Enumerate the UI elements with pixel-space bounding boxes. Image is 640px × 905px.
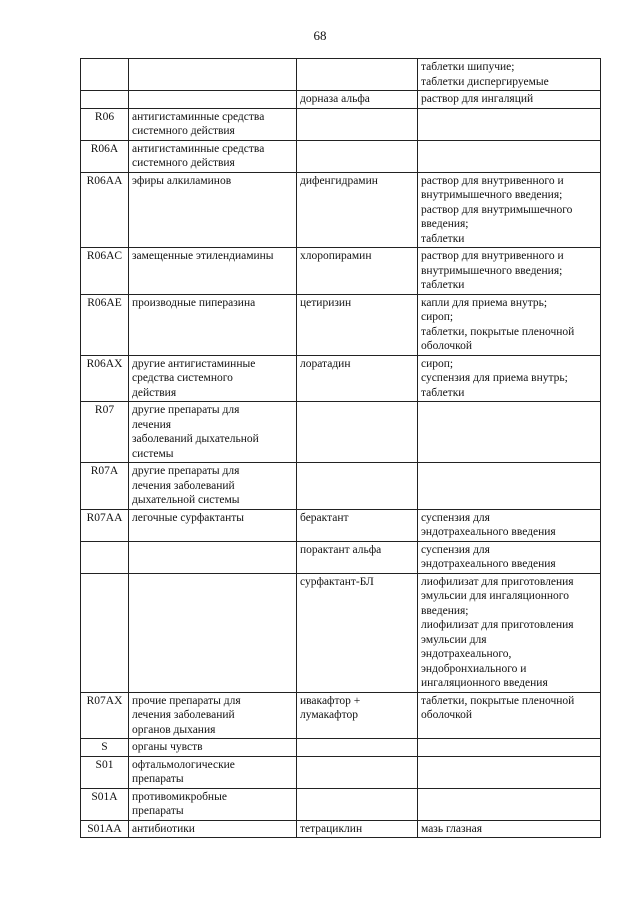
dosage-form-cell bbox=[418, 402, 601, 463]
drug-name-cell bbox=[297, 692, 418, 739]
drug-name-cell bbox=[297, 402, 418, 463]
dosage-form-cell bbox=[418, 788, 601, 820]
cell-text-line: системы bbox=[132, 447, 174, 460]
cell-text-line: эндотрахеального введения bbox=[421, 558, 556, 570]
dosage-form-cell bbox=[418, 294, 601, 355]
table-row bbox=[81, 140, 601, 172]
cell-text-line: средства системного bbox=[132, 372, 233, 384]
table-row bbox=[81, 739, 601, 757]
anatomical-group-cell bbox=[129, 140, 297, 172]
anatomical-group-cell bbox=[129, 509, 297, 541]
cell-text-line: другие препараты для bbox=[132, 465, 240, 477]
atc-code-cell bbox=[81, 541, 129, 573]
anatomical-group-cell bbox=[129, 463, 297, 510]
cell-text-line: антигистаминные средства bbox=[132, 110, 265, 123]
drug-name-cell bbox=[297, 108, 418, 140]
cell-text-line: таблетки bbox=[421, 386, 465, 399]
anatomical-group-cell bbox=[129, 820, 297, 838]
drug-name-cell bbox=[297, 541, 418, 573]
atc-code-cell: R06AE bbox=[81, 294, 129, 355]
atc-code-cell bbox=[81, 59, 129, 91]
dosage-form-cell bbox=[418, 91, 601, 109]
cell-text-line: внутримышечного введения; bbox=[421, 189, 563, 201]
atc-code-cell: R06AC bbox=[81, 248, 129, 295]
anatomical-group-cell bbox=[129, 541, 297, 573]
dosage-form-cell bbox=[418, 756, 601, 788]
dosage-form-cell bbox=[418, 509, 601, 541]
cell-text-line: таблетки bbox=[421, 232, 465, 245]
drug-name-cell bbox=[297, 820, 418, 838]
table-row bbox=[81, 573, 601, 692]
anatomical-group-cell bbox=[129, 355, 297, 402]
atc-code-cell: R06A bbox=[81, 140, 129, 172]
table-body bbox=[81, 59, 601, 838]
cell-text-line: эндотрахеального, bbox=[421, 648, 512, 660]
dosage-form-cell bbox=[418, 172, 601, 248]
cell-text-line: эмульсии для ингаляционного bbox=[421, 590, 569, 602]
cell-text-line: лиофилизат для приготовления bbox=[421, 619, 574, 631]
cell-text-line: таблетки, покрытые пленочной bbox=[421, 694, 575, 707]
atc-code-cell: S01AA bbox=[81, 820, 129, 838]
dosage-form-cell bbox=[418, 820, 601, 838]
table-row bbox=[81, 91, 601, 109]
cell-text-line: сироп; bbox=[421, 357, 454, 370]
drug-name-cell bbox=[297, 248, 418, 295]
drug-name-cell bbox=[297, 788, 418, 820]
cell-text-line: органов дыхания bbox=[132, 723, 216, 736]
anatomical-group-cell bbox=[129, 739, 297, 757]
cell-text-line: системного действия bbox=[132, 157, 235, 169]
table-row bbox=[81, 172, 601, 248]
dosage-form-cell bbox=[418, 108, 601, 140]
cell-text-line: тетрациклин bbox=[300, 822, 363, 835]
cell-text-line: мазь глазная bbox=[421, 822, 483, 835]
dosage-form-cell bbox=[418, 140, 601, 172]
dosage-form-cell bbox=[418, 541, 601, 573]
cell-text-line: таблетки bbox=[421, 279, 465, 291]
cell-text-line: системного действия bbox=[132, 125, 235, 137]
anatomical-group-cell bbox=[129, 788, 297, 820]
atc-code-cell: R07A bbox=[81, 463, 129, 510]
table-row bbox=[81, 541, 601, 573]
cell-text-line: ивакафтор + bbox=[300, 694, 361, 707]
anatomical-group-cell bbox=[129, 172, 297, 248]
drug-name-cell bbox=[297, 294, 418, 355]
cell-text-line: суспензия для приема внутрь; bbox=[421, 372, 568, 384]
cell-text-line: другие препараты для bbox=[132, 404, 240, 416]
anatomical-group-cell bbox=[129, 692, 297, 739]
table-row bbox=[81, 108, 601, 140]
cell-text-line: сироп; bbox=[421, 311, 454, 323]
drug-name-cell bbox=[297, 355, 418, 402]
page-number: 68 bbox=[313, 28, 327, 43]
cell-text-line: лечения заболеваний bbox=[132, 709, 235, 721]
atc-code-cell: R07AX bbox=[81, 692, 129, 739]
cell-text-line: суспензия для bbox=[421, 543, 490, 556]
anatomical-group-cell bbox=[129, 573, 297, 692]
atc-code-cell: S01 bbox=[81, 756, 129, 788]
cell-text-line: противомикробные bbox=[132, 790, 227, 803]
anatomical-group-cell bbox=[129, 402, 297, 463]
drug-table bbox=[80, 58, 601, 838]
drug-name-cell bbox=[297, 573, 418, 692]
cell-text-line: препараты bbox=[132, 773, 184, 785]
cell-text-line: порактант альфа bbox=[300, 543, 382, 556]
cell-text-line: таблетки шипучие; bbox=[421, 61, 515, 73]
cell-text-line: заболеваний дыхательной bbox=[132, 433, 259, 445]
cell-text-line: лоратадин bbox=[300, 357, 351, 370]
table-row bbox=[81, 509, 601, 541]
cell-text-line: лумакафтор bbox=[300, 709, 358, 721]
atc-code-cell: R06AA bbox=[81, 172, 129, 248]
cell-text-line: таблетки диспергируемые bbox=[421, 75, 549, 88]
cell-text-line: антибиотики bbox=[132, 822, 195, 835]
cell-text-line: антигистаминные средства bbox=[132, 142, 265, 155]
cell-text-line: раствор для внутримышечного bbox=[421, 203, 573, 216]
atc-code-cell: R06AX bbox=[81, 355, 129, 402]
drug-name-cell bbox=[297, 739, 418, 757]
cell-text-line: сурфактант-БЛ bbox=[300, 575, 374, 588]
cell-text-line: внутримышечного введения; bbox=[421, 264, 563, 277]
table-row bbox=[81, 402, 601, 463]
cell-text-line: введения; bbox=[421, 604, 469, 617]
anatomical-group-cell bbox=[129, 756, 297, 788]
cell-text-line: дорназа альфа bbox=[300, 93, 370, 105]
cell-text-line: хлоропирамин bbox=[300, 250, 372, 262]
atc-code-cell: R07 bbox=[81, 402, 129, 463]
cell-text-line: раствор для внутривенного и bbox=[421, 174, 564, 187]
drug-name-cell bbox=[297, 59, 418, 91]
drug-name-cell bbox=[297, 140, 418, 172]
atc-code-cell: R07AA bbox=[81, 509, 129, 541]
dosage-form-cell bbox=[418, 355, 601, 402]
atc-code-cell: S01A bbox=[81, 788, 129, 820]
table-row bbox=[81, 463, 601, 510]
table-row bbox=[81, 294, 601, 355]
dosage-form-cell bbox=[418, 692, 601, 739]
cell-text-line: цетиризин bbox=[300, 296, 352, 309]
table-row bbox=[81, 756, 601, 788]
cell-text-line: эндобронхиального и bbox=[421, 662, 527, 675]
cell-text-line: офтальмологические bbox=[132, 758, 235, 771]
anatomical-group-cell bbox=[129, 248, 297, 295]
cell-text-line: ингаляционного введения bbox=[421, 677, 548, 689]
cell-text-line: эмульсии для bbox=[421, 633, 487, 646]
cell-text-line: препараты bbox=[132, 805, 184, 817]
cell-text-line: другие антигистаминные bbox=[132, 357, 256, 370]
drug-name-cell bbox=[297, 756, 418, 788]
cell-text-line: лечения заболеваний bbox=[132, 479, 235, 492]
table-row bbox=[81, 59, 601, 91]
cell-text-line: раствор для внутривенного и bbox=[421, 250, 564, 262]
table-row bbox=[81, 788, 601, 820]
dosage-form-cell bbox=[418, 59, 601, 91]
dosage-form-cell bbox=[418, 463, 601, 510]
cell-text-line: эндотрахеального введения bbox=[421, 526, 556, 538]
dosage-form-cell bbox=[418, 248, 601, 295]
atc-code-cell bbox=[81, 573, 129, 692]
cell-text-line: действия bbox=[132, 386, 177, 399]
table-row bbox=[81, 355, 601, 402]
cell-text-line: легочные сурфактанты bbox=[132, 511, 244, 524]
atc-code-cell: R06 bbox=[81, 108, 129, 140]
anatomical-group-cell bbox=[129, 91, 297, 109]
cell-text-line: суспензия для bbox=[421, 511, 490, 524]
cell-text-line: производные пиперазина bbox=[132, 296, 256, 309]
cell-text-line: лечения bbox=[132, 418, 172, 431]
anatomical-group-cell bbox=[129, 59, 297, 91]
cell-text-line: таблетки, покрытые пленочной bbox=[421, 325, 575, 338]
dosage-form-cell bbox=[418, 573, 601, 692]
table-row bbox=[81, 820, 601, 838]
anatomical-group-cell bbox=[129, 294, 297, 355]
cell-text-line: оболочкой bbox=[421, 340, 473, 352]
atc-code-cell: S bbox=[81, 739, 129, 757]
cell-text-line: прочие препараты для bbox=[132, 694, 241, 707]
dosage-form-cell bbox=[418, 739, 601, 757]
cell-text-line: раствор для ингаляций bbox=[421, 93, 534, 105]
cell-text-line: органы чувств bbox=[132, 741, 203, 753]
cell-text-line: лиофилизат для приготовления bbox=[421, 575, 574, 588]
drug-name-cell bbox=[297, 509, 418, 541]
cell-text-line: замещенные этилендиамины bbox=[132, 250, 274, 262]
drug-name-cell bbox=[297, 91, 418, 109]
drug-name-cell bbox=[297, 463, 418, 510]
atc-code-cell bbox=[81, 91, 129, 109]
cell-text-line: дифенгидрамин bbox=[300, 174, 378, 187]
table-row bbox=[81, 248, 601, 295]
cell-text-line: оболочкой bbox=[421, 709, 473, 721]
cell-text-line: дыхательной системы bbox=[132, 494, 240, 506]
cell-text-line: эфиры алкиламинов bbox=[132, 174, 232, 187]
cell-text-line: капли для приема внутрь; bbox=[421, 296, 548, 309]
anatomical-group-cell bbox=[129, 108, 297, 140]
cell-text-line: введения; bbox=[421, 218, 469, 230]
table-row bbox=[81, 692, 601, 739]
drug-name-cell bbox=[297, 172, 418, 248]
cell-text-line: берактант bbox=[300, 511, 349, 524]
